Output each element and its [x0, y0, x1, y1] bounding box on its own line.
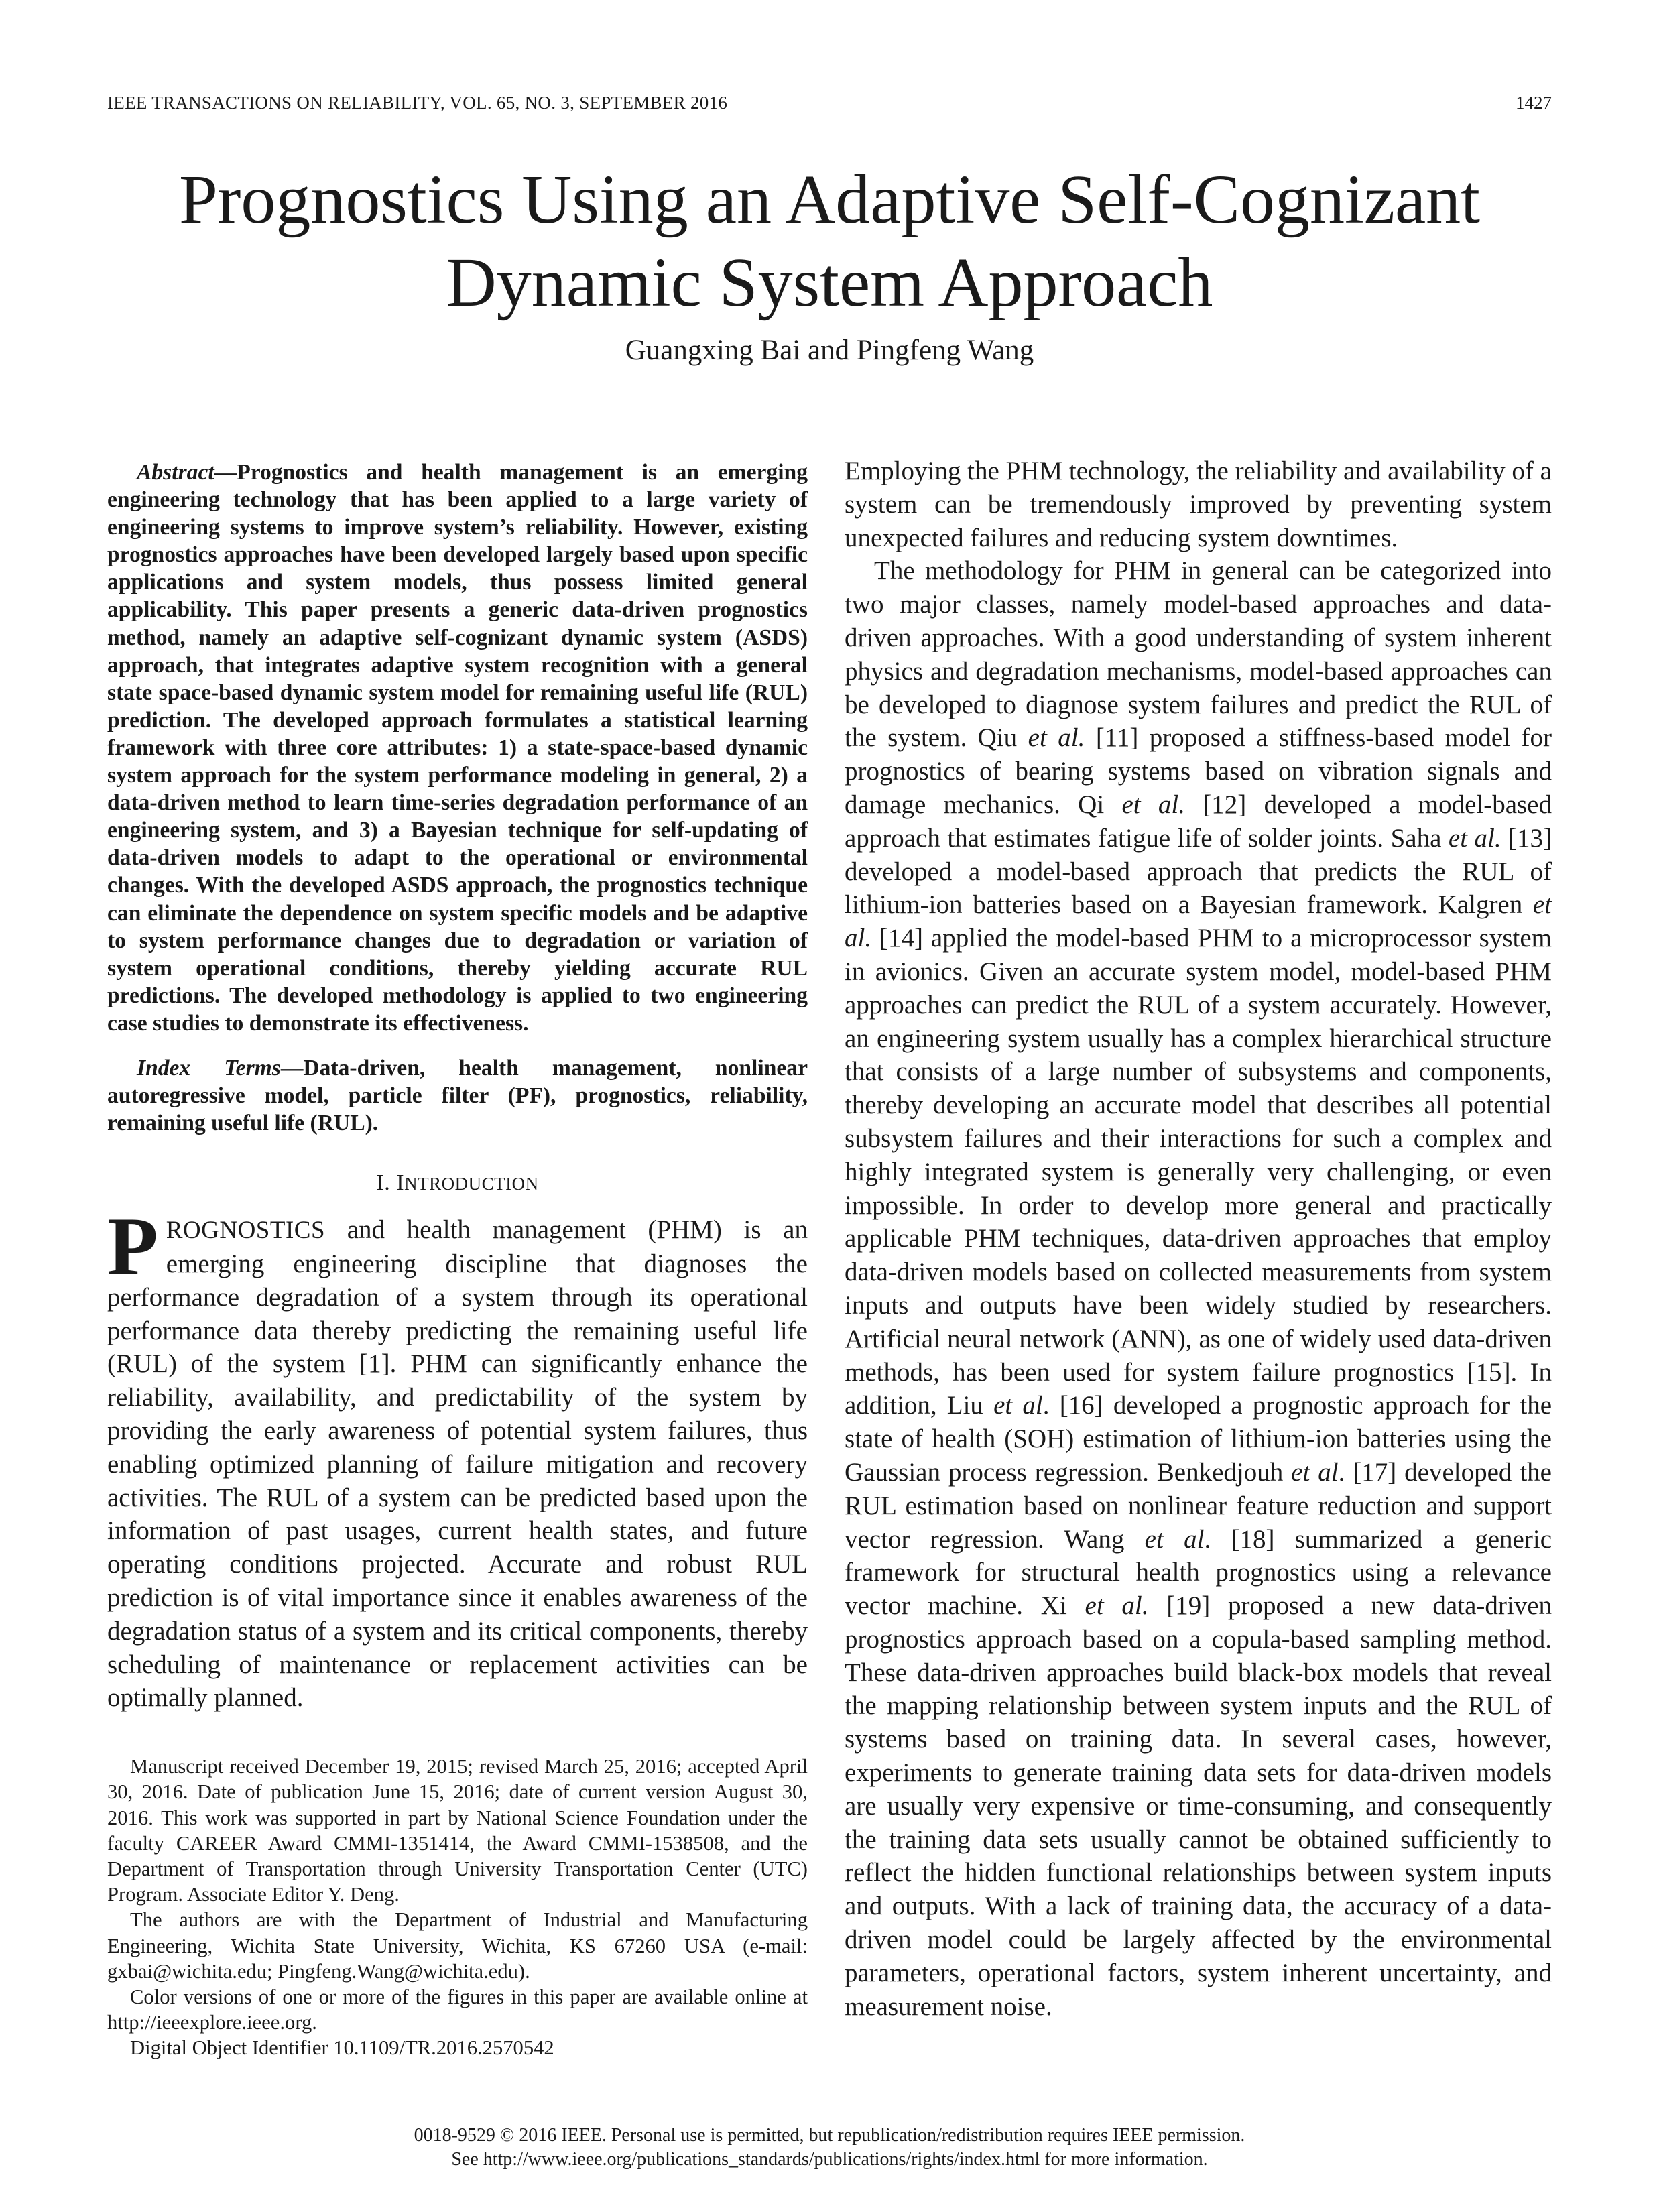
- index-terms-lead: Index Terms: [137, 1055, 281, 1081]
- p2-segment-a: The methodology for PHM in general can be categorized into two major classes, namely model-based approaches and data-driven approaches. With a good understanding of system inherent physics and degradation mechanisms, model-based approaches can be developed to diagnose system failures and predict the RUL of the system. Qiu: [845, 556, 1552, 753]
- p2-segment-e: [14] applied the model-based PHM to a microprocessor system in avionics. Given an accurate system model, model-based PHM approaches can predict the RUL of a system accurately. However, an engineering system usually has a complex hierarchical structure that consists of a large number of subsystems and components, thereby developing an accurate model that describes all potential subsystem failures and their interactions for such a complex and highly integrated system is generally very challenging, or even impossible. In order to develop more general and practically applicable PHM techniques, data-driven approaches that employ data-driven models based on collected measurements from system inputs and outputs have been widely studied by researchers. Artificial neural network (ANN), as one of widely used data-driven methods, has been used for system failure prognostics [15]. In addition, Liu: [845, 924, 1552, 1420]
- right-column: [845, 454, 1552, 2023]
- p2-segment-f: . [16] developed a prognostic approach for the state of health (SOH) estimation of lithium-ion batteries using the Gaussian process regression. Benkedjouh: [845, 1391, 1552, 1487]
- p2-segment-i: [19] proposed a new data-driven prognostics approach based on a copula-based sampling method. These data-driven approaches build black-box models that reveal the mapping relationship between system inputs and the RUL of systems based on training data. In several cases, however, experiments to generate training data sets for data-driven models are usually very expensive or time-consuming, and consequently the training data sets usually cannot be obtained sufficiently to reflect the hidden functional relationships between system inputs and outputs. With a lack of training data, the accuracy of a data-driven model could be largely affected by the environmental parameters, operational factors, system inherent uncertainty, and measurement noise.: [845, 1591, 1552, 2021]
- right-paragraph-2: [845, 554, 1552, 2023]
- footnote-authors: The authors are with the Department of Industrial and Manufacturing Engineering, Wichita State University, Wichita, KS 67260 USA (e-mail: gxbai@wichita.edu; Pingfeng.Wang@wichita.edu).: [107, 1908, 808, 1983]
- footer-line-2: See http://www.ieee.org/publications_standards/publications/rights/index.html for more information.: [451, 2149, 1208, 2170]
- p2-segment-b: [11] proposed a stiffness-based model for prognostics of bearing systems based on vibration signals and damage mechanics. Qi: [845, 723, 1552, 819]
- intro-first-word: ROGNOSTICS: [166, 1217, 326, 1245]
- copyright-footer: [0, 2124, 1659, 2172]
- section-heading-introduction: [107, 1170, 808, 1196]
- etal-8: et al.: [1085, 1591, 1149, 1621]
- etal-7: et al: [1144, 1524, 1205, 1554]
- etal-4: et al.: [845, 890, 1552, 953]
- footer-line-1: 0018-9529 © 2016 IEEE. Personal use is permitted, but republication/redistribution requires IEEE permission.: [414, 2125, 1245, 2146]
- index-terms: [107, 1054, 808, 1137]
- p2-segment-h: . [18] summarized a generic framework for structural health prognostics using a relevance vector machine. Xi: [845, 1524, 1552, 1621]
- drop-cap: P: [107, 1201, 158, 1293]
- title-line-2: Dynamic System Approach: [446, 244, 1213, 321]
- intro-paragraph: [107, 1201, 808, 1715]
- paper-title: [101, 158, 1558, 324]
- footnotes: [107, 1754, 808, 2061]
- etal-5: et al: [993, 1391, 1043, 1420]
- etal-6: et al: [1291, 1457, 1339, 1487]
- etal-3: et al.: [1448, 823, 1501, 853]
- p2-segment-d: [13] developed a model-based approach that predicts the RUL of lithium-ion batteries based on a Bayesian framework. Kalgren: [845, 823, 1552, 920]
- title-line-1: Prognostics Using an Adaptive Self-Cognizant: [178, 161, 1481, 238]
- running-header-journal: IEEE TRANSACTIONS ON RELIABILITY, VOL. 65, NO. 3, SEPTEMBER 2016: [107, 93, 728, 113]
- etal-1: et al.: [1028, 723, 1085, 753]
- right-paragraph-1: Employing the PHM technology, the reliability and availability of a system can be tremendously improved by preventing system unexpected failures and reducing system downtimes.: [845, 456, 1552, 552]
- section-first-letter: I: [396, 1170, 405, 1196]
- footnote-manuscript: Manuscript received December 19, 2015; revised March 25, 2016; accepted April 30, 2016. Date of publication June 15, 2016; date of current version August 30, 2016. This work was supported in part by National Science Foundation under the faculty CAREER Award CMMI-1351414, the Award CMMI-1538508, and the Department of Transportation through University Transportation Center (UTC) Program. Associate Editor Y. Deng.: [107, 1755, 808, 1906]
- index-terms-text: —Data-driven, health management, nonlinear autoregressive model, particle filter (PF), prognostics, reliability, remaining useful life (RUL).: [107, 1055, 808, 1136]
- author-list: Guangxing Bai and Pingfeng Wang: [625, 334, 1034, 366]
- running-header-page-number: 1427: [1516, 93, 1552, 113]
- p2-segment-c: [12] developed a model-based approach that estimates fatigue life of solder joints. Saha: [845, 790, 1552, 853]
- footnote-color: Color versions of one or more of the figures in this paper are available online at http://ieeexplore.ieee.org.: [107, 1985, 808, 2034]
- footnote-doi: Digital Object Identifier 10.1109/TR.2016.2570542: [130, 2036, 554, 2060]
- section-numeral: I.: [376, 1170, 397, 1196]
- abstract: [107, 458, 808, 1037]
- p2-segment-g: . [17] developed the RUL estimation based on nonlinear feature reduction and support vector regression. Wang: [845, 1457, 1552, 1554]
- abstract-text: —Prognostics and health management is an emerging engineering technology that has been applied to a large variety of engineering systems to improve system’s reliability. However, existing prognostics approaches have been developed largely based upon specific applications and system models, thus possess limited general applicability. This paper presents a generic data-driven prognostics method, namely an adaptive self-cognizant dynamic system (ASDS) approach, that integrates adaptive system recognition with a general state space-based dynamic system model for remaining useful life (RUL) prediction. The developed approach formulates a statistical learning framework with three core attributes: 1) a state-space-based dynamic system approach for the system performance modeling in general, 2) a data-driven method to learn time-series degradation performance of an engineering system, and 3) a Bayesian technique for self-updating of data-driven models to adapt to the operational or environmental changes. With the developed ASDS approach, the prognostics technique can eliminate the dependence on system specific models and be adaptive to system performance changes due to degradation or variation of system operational conditions, thereby yielding accurate RUL predictions. The developed methodology is applied to two engineering case studies to demonstrate its effectiveness.: [107, 460, 808, 1036]
- intro-text: and health management (PHM) is an emerging engineering discipline that diagnoses the performance degradation of a system through its operational performance data thereby predicting the remaining useful life (RUL) of the system [1]. PHM can significantly enhance the reliability, availability, and predictability of the system by providing the early awareness of potential system failures, thus enabling optimized planning of failure mitigation and recovery activities. The RUL of a system can be predicted based upon the information of past usages, current health states, and future operating conditions projected. Accurate and robust RUL prediction is of vital importance since it enables awareness of the degradation status of a system and its critical components, thereby scheduling of maintenance or replacement activities can be optimally planned.: [107, 1215, 808, 1713]
- left-column: [107, 458, 808, 2061]
- section-title-smallcaps: NTRODUCTION: [404, 1174, 539, 1194]
- etal-2: et al.: [1121, 790, 1186, 819]
- abstract-lead: Abstract: [137, 460, 214, 485]
